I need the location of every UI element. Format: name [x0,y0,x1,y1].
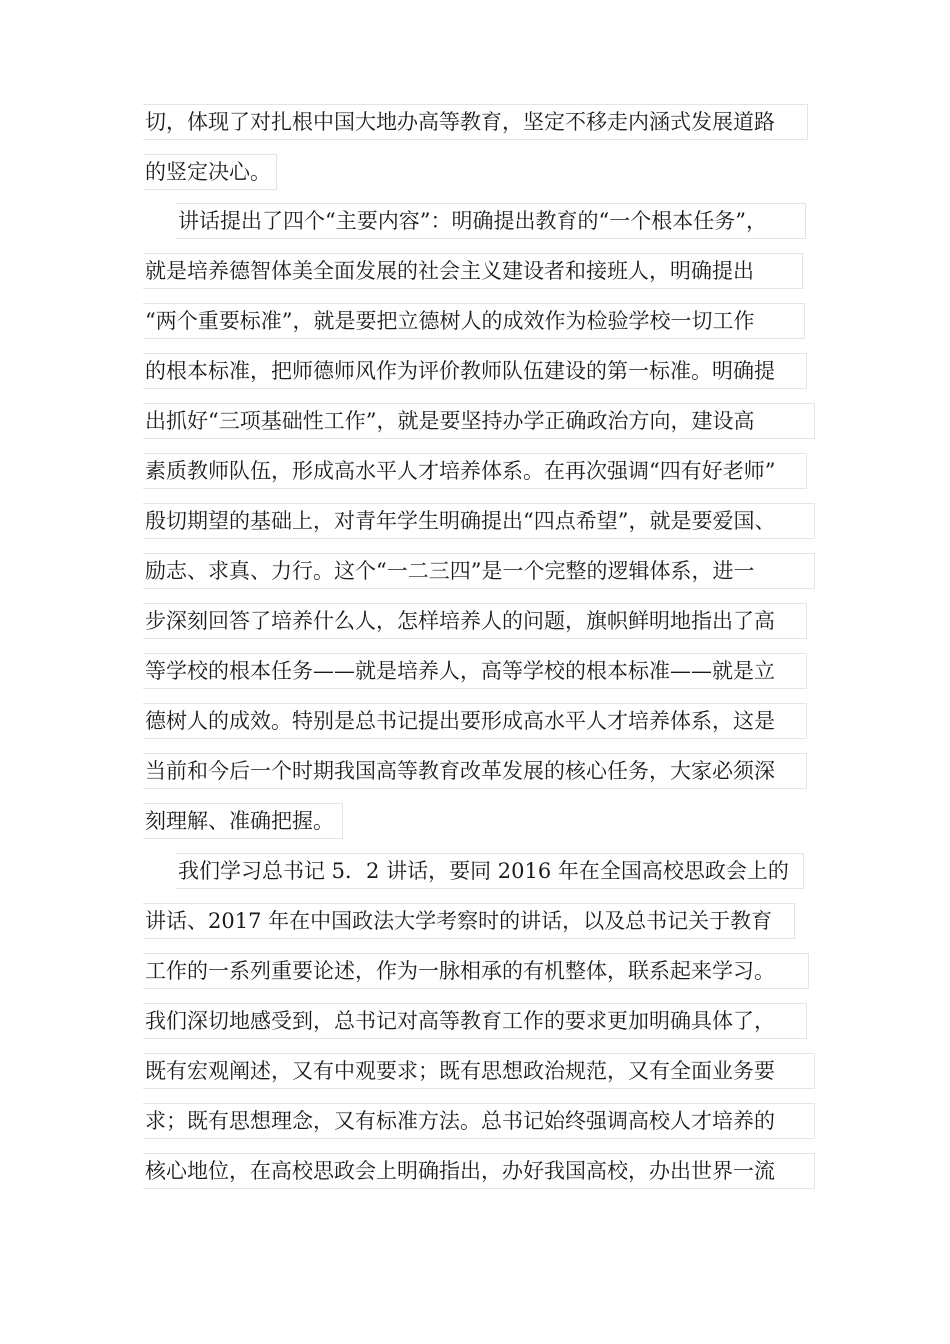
text-line: 工作的一系列重要论述，作为一脉相承的有机整体，联系起来学习。 [143,953,809,989]
text-line: 刻理解、准确把握。 [143,803,343,839]
text-line: 讲话提出了四个“主要内容”：明确提出教育的“一个根本任务”， [176,203,806,239]
text-line: 就是培养德智体美全面发展的社会主义建设者和接班人，明确提出 [143,253,803,289]
text-line: 核心地位，在高校思政会上明确指出，办好我国高校，办出世界一流 [143,1153,815,1189]
text-line: 等学校的根本任务——就是培养人，高等学校的根本标准——就是立 [143,653,807,689]
text-line: “两个重要标准”，就是要把立德树人的成效作为检验学校一切工作 [143,303,805,339]
text-line: 出抓好“三项基础性工作”，就是要坚持办学正确政治方向，建设高 [143,403,815,439]
text-line: 我们学习总书记 5．2 讲话，要同 2016 年在全国高校思政会上的 [176,853,804,889]
text-line: 殷切期望的基础上，对青年学生明确提出“四点希望”，就是要爱国、 [143,503,815,539]
text-line: 求；既有思想理念，又有标准方法。总书记始终强调高校人才培养的 [143,1103,815,1139]
text-line: 的竖定决心。 [143,154,277,190]
text-line: 切，体现了对扎根中国大地办高等教育，坚定不移走内涵式发展道路 [143,104,808,140]
text-line: 励志、求真、力行。这个“一二三四”是一个完整的逻辑体系，进一 [143,553,815,589]
text-line: 既有宏观阐述，又有中观要求；既有思想政治规范，又有全面业务要 [143,1053,815,1089]
text-line: 步深刻回答了培养什么人，怎样培养人的问题，旗帜鲜明地指出了高 [143,603,807,639]
text-line: 我们深切地感受到，总书记对高等教育工作的要求更加明确具体了， [143,1003,807,1039]
text-line: 素质教师队伍，形成高水平人才培养体系。在再次强调“四有好老师” [143,453,807,489]
text-line: 讲话、2017 年在中国政法大学考察时的讲话，以及总书记关于教育 [143,903,795,939]
text-line: 当前和今后一个时期我国高等教育改革发展的核心任务，大家必须深 [143,753,807,789]
text-line: 的根本标准，把师德师风作为评价教师队伍建设的第一标准。明确提 [143,353,807,389]
text-line: 德树人的成效。特别是总书记提出要形成高水平人才培养体系，这是 [143,703,807,739]
